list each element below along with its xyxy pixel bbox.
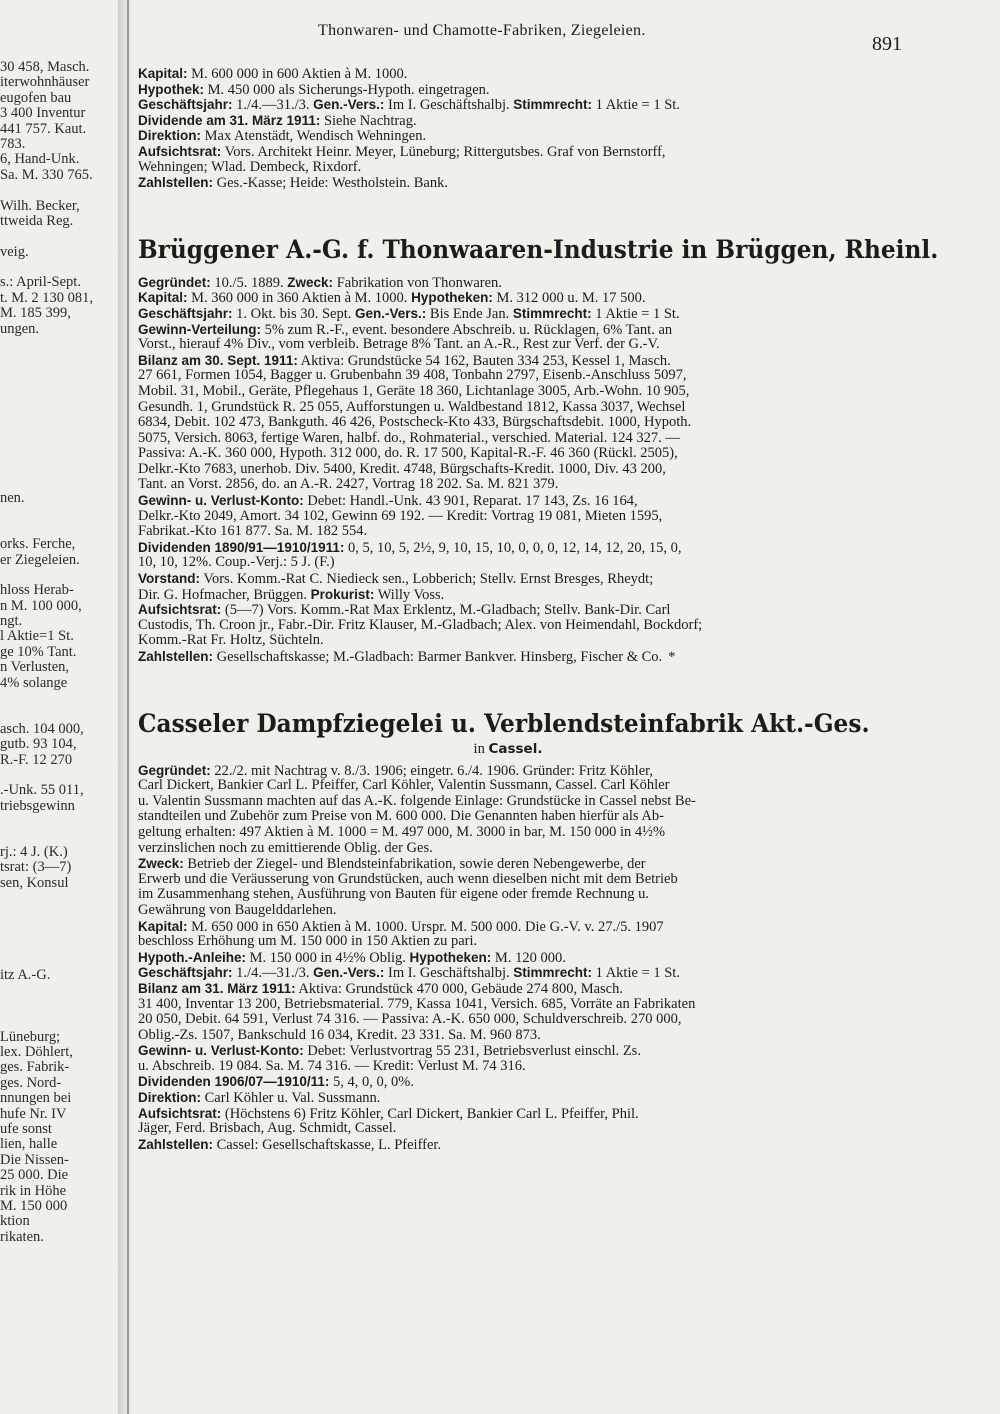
fragment-line: lex. Döhlert, — [0, 1044, 73, 1060]
fragment-line: ge 10% Tant. — [0, 643, 77, 660]
field-label: Zahlstellen: — [138, 1136, 214, 1152]
field-text: 1 Aktie = 1 St. — [592, 97, 680, 114]
text-line — [138, 809, 918, 825]
field-text: Carl Dickert, Bankier Carl L. Pfeiffer, Carl Köhler, Valentin Sussmann, Cassel. Carl Köhler — [138, 777, 670, 794]
text-line — [138, 1090, 918, 1106]
company-title-casseler: Casseler Dampfziegelei u. Verblendsteinfabrik Akt.-Ges. — [138, 708, 870, 738]
field-text: M. 650 000 in 650 Aktien à M. 1000. Urspr. M. 500 000. Die G.-V. v. 27./5. 1907 — [187, 918, 664, 935]
field-label: Direktion: — [138, 1090, 202, 1106]
text-line — [138, 1028, 918, 1044]
text-line — [138, 82, 918, 98]
field-text: Gesundh. 1, Grundstück R. 25 055, Aufforstungen u. Waldbestand 1812, Kassa 3037, Wechsel — [138, 398, 686, 415]
text-line — [138, 540, 918, 556]
section-brueggener — [138, 275, 918, 665]
fragment-line: rikaten. — [0, 1228, 44, 1245]
fragment-line — [0, 352, 118, 367]
field-text: Tant. an Vorst. 2856, do. an A.-R. 2427, Vortrag 18 202. Sa. M. 821 379. — [138, 476, 559, 493]
text-line — [138, 128, 918, 144]
field-label: Prokurist: — [310, 586, 375, 602]
text-line — [138, 1137, 918, 1153]
field-text: 20 050, Debit. 64 591, Verlust 74 316. — Passiva: A.-K. 650 000, Schuldverschreib. 270 000, — [138, 1011, 682, 1028]
field-label: Dividende am 31. März 1911: — [138, 112, 321, 128]
fragment-line: ngt. — [0, 613, 23, 630]
fragment-line — [0, 922, 118, 937]
text-line — [138, 618, 918, 634]
fragment-line: n Verlusten, — [0, 659, 70, 676]
field-text: Jäger, Ferd. Brisbach, Aug. Schmidt, Cassel. — [138, 1120, 397, 1137]
field-text: Ges.-Kasse; Heide: Westholstein. Bank. — [213, 175, 448, 192]
fragment-line: gutb. 93 104, — [0, 736, 77, 753]
fragment-line: er Ziegeleien. — [0, 551, 80, 568]
company-location — [138, 741, 878, 757]
field-text: 10, 10, 12%. Coup.-Verj.: 5 J. (F.) — [138, 554, 335, 571]
fragment-line: ufe sonst — [0, 1120, 52, 1137]
field-text: Aktiva: Grundstücke 54 162, Bauten 334 253, Kessel 1, Masch. — [297, 352, 671, 369]
fragment-line — [0, 568, 118, 583]
field-text: Wehningen; Wlad. Dembeck, Rixdorf. — [138, 158, 362, 175]
text-line — [138, 353, 918, 369]
company-title-brueggener: Brüggener A.-G. f. Thonwaaren-Industrie in Brüggen, Rheinl. — [138, 234, 939, 264]
fragment-line — [0, 337, 118, 352]
field-text: M. 150 000 in 4½% Oblig. — [246, 949, 410, 966]
field-text: Aktiva: Grundstück 470 000, Gebäude 274 800, Masch. — [295, 980, 623, 997]
field-text: verzinslichen noch zu emittierende Oblig. der Ges. — [138, 839, 433, 856]
text-line — [138, 587, 918, 603]
field-label: Dividenden 1906/07—1910/11: — [138, 1074, 330, 1090]
field-label: Stimmrecht: — [513, 965, 593, 981]
field-label: Aufsichtsrat: — [138, 602, 222, 618]
fragment-line: ges. Nord- — [0, 1074, 62, 1091]
text-line — [138, 649, 918, 665]
fragment-line — [0, 768, 118, 783]
text-line — [138, 856, 918, 872]
field-label: Gewinn- u. Verlust-Konto: — [138, 493, 304, 509]
text-line — [138, 144, 918, 160]
field-label: Hypoth.-Anleihe: — [138, 949, 246, 965]
fragment-line: 6, Hand-Unk. — [0, 151, 80, 168]
fragment-line — [0, 522, 118, 537]
fragment-line — [0, 1014, 118, 1029]
text-line — [138, 275, 918, 291]
text-line — [138, 415, 918, 431]
text-line — [138, 322, 918, 338]
field-text: 5% zum R.-F., event. besondere Abschreib. u. Rücklagen, 6% Tant. an — [261, 321, 673, 338]
text-line — [138, 1043, 918, 1059]
field-text: Betrieb der Ziegel- und Blendsteinfabrikation, sowie deren Nebengewerbe, der — [183, 856, 646, 873]
field-text: 1./4.—31./3. — [232, 965, 314, 982]
field-text: Vors. Komm.-Rat C. Niedieck sen., Lobberich; Stellv. Ernst Bresges, Rheydt; — [200, 571, 654, 588]
field-label: Zahlstellen: — [138, 175, 214, 191]
field-text: im Zusammenhang stehen, Ausführung von Bauten für eigene oder fremde Rechnung u. — [138, 886, 649, 903]
fragment-line: l Aktie=1 St. — [0, 628, 74, 645]
fragment-line — [0, 383, 118, 398]
field-text: u. Abschreib. 19 084. Sa. M. 74 316. — Kredit: Verlust M. 74 316. — [138, 1057, 526, 1074]
field-label: Hypotheken: — [409, 949, 492, 965]
field-text: (5—7) Vors. Komm.-Rat Max Erklentz, M.-Gladbach; Stellv. Bank-Dir. Carl — [221, 602, 671, 619]
field-text: Vors. Architekt Heinr. Meyer, Lüneburg; Rittergutsbes. Graf von Bernstorff, — [221, 143, 666, 160]
text-line — [138, 571, 918, 587]
fragment-line: veig. — [0, 243, 29, 260]
field-text: Gewährung von Baugelddarlehen. — [138, 901, 337, 918]
field-label: Hypothek: — [138, 81, 205, 97]
field-label: Direktion: — [138, 128, 202, 144]
fragment-line: 4% solange — [0, 674, 68, 691]
field-label: Bilanz am 30. Sept. 1911: — [138, 352, 298, 368]
text-line — [138, 113, 918, 129]
field-label: Zweck: — [287, 274, 334, 290]
field-label: Kapital: — [138, 66, 188, 81]
text-line — [138, 965, 918, 981]
text-line — [138, 446, 918, 462]
fragment-line — [0, 368, 118, 383]
field-text: Willy Voss. — [374, 586, 445, 603]
field-text: Mobil. 31, Mobil., Geräte, Pflegehaus 1, Geräte 18 360, Lichtanlage 3005, Arb.-Wohn. 10 905, — [138, 382, 690, 399]
field-text: 6834, Debit. 102 473, Bankguth. 46 426, Postscheck-Kto 433, Bürgschaftsdebit. 1000, Hypoth. — [138, 414, 692, 431]
field-text: M. 600 000 in 600 Aktien à M. 1000. — [187, 66, 408, 82]
field-text: u. Valentin Sussmann machten auf das A.-K. folgende Einlage: Grundstücke in Cassel nebst Be- — [138, 792, 696, 809]
text-line — [138, 981, 918, 997]
fragment-line: triebsgewinn — [0, 797, 75, 814]
page-number: 891 — [872, 33, 902, 55]
gutter-shadow-line — [127, 0, 129, 1414]
field-text: M. 120 000. — [491, 949, 566, 966]
field-label: Zahlstellen: — [138, 649, 214, 664]
text-line — [138, 97, 918, 113]
field-text: 1./4.—31./3. — [232, 97, 314, 114]
field-text: 5075, Versich. 8063, fertige Waren, halbf. do., Rohmaterial., verschied. Material. 124 327. — — [138, 429, 680, 446]
text-line — [138, 950, 918, 966]
fragment-line — [0, 260, 118, 275]
fragment-line: R.-F. 12 270 — [0, 751, 73, 768]
field-label: Zweck: — [138, 856, 184, 872]
field-label: Aufsichtsrat: — [138, 1105, 222, 1121]
running-header: Thonwaren- und Chamotte-Fabriken, Ziegeleien. — [318, 22, 646, 39]
field-label: Geschäftsjahr: — [138, 305, 233, 321]
text-line — [138, 872, 918, 888]
fragment-line: hloss Herab- — [0, 582, 74, 599]
field-text: Cassel: Gesellschaftskasse, L. Pfeiffer. — [213, 1136, 442, 1153]
text-line — [138, 841, 918, 857]
field-text: 5, 4, 0, 0, 0%. — [329, 1074, 414, 1091]
text-line — [138, 368, 918, 384]
field-text: Oblig.-Zs. 1507, Bankschuld 16 034, Kredit. 23 331. Sa. M. 960 873. — [138, 1026, 541, 1043]
fragment-line — [0, 445, 118, 460]
text-line — [138, 763, 918, 779]
text-line — [138, 555, 918, 571]
fragment-line — [0, 183, 118, 198]
adjacent-page-fragment — [0, 60, 118, 1400]
text-line — [138, 1059, 918, 1075]
field-text: 0, 5, 10, 5, 2½, 9, 10, 15, 10, 0, 0, 0, 12, 14, 12, 20, 15, 0, — [344, 539, 682, 556]
fragment-line: rj.: 4 J. (K.) — [0, 843, 68, 860]
fragment-line — [0, 476, 118, 491]
fragment-line — [0, 937, 118, 952]
fragment-line: M. 150 000 — [0, 1197, 68, 1214]
text-line — [138, 778, 918, 794]
fragment-line: 783. — [0, 135, 26, 152]
fragment-line — [0, 506, 118, 521]
field-text: Fabrikat.-Kto 161 877. Sa. M. 182 554. — [138, 523, 368, 540]
main-column — [138, 66, 939, 1153]
field-text: Delkr.-Kto 2049, Amort. 34 102, Gewinn 69 192. — Kredit: Vortrag 19 081, Mieten 1595, — [138, 507, 663, 524]
fragment-line: itz A.-G. — [0, 967, 51, 984]
field-text: Delkr.-Kto 7683, unerhob. Div. 5400, Kredit. 4748, Bürgschafts-Kredit. 1000, Div. 43 200, — [138, 460, 666, 477]
text-line — [138, 887, 918, 903]
fragment-line — [0, 891, 118, 906]
fragment-line: t. M. 2 130 081, — [0, 289, 94, 306]
fragment-line: 30 458, Masch. — [0, 60, 90, 75]
text-line — [138, 290, 918, 306]
field-text: Carl Köhler u. Val. Sussmann. — [201, 1090, 381, 1107]
field-text: M. 312 000 u. M. 17 500. — [492, 290, 646, 307]
fragment-line: hufe Nr. IV — [0, 1105, 67, 1122]
fragment-line — [0, 830, 118, 845]
field-text: Im I. Geschäftshalbj. — [384, 97, 514, 114]
field-text: Bis Ende Jan. — [426, 305, 513, 322]
fragment-line — [0, 999, 118, 1014]
field-label: Stimmrecht: — [513, 97, 593, 113]
field-label: Dividenden 1890/91—1910/1911: — [138, 539, 345, 555]
field-text: Max Atenstädt, Wendisch Wehningen. — [201, 128, 427, 145]
text-line — [138, 160, 918, 176]
fragment-line: .-Unk. 55 011, — [0, 782, 84, 799]
text-line — [138, 903, 918, 919]
fragment-line: s.: April-Sept. — [0, 274, 81, 291]
fragment-line: nen. — [0, 489, 25, 506]
fragment-line: eugofen bau — [0, 89, 72, 106]
field-text: Vorst., hierauf 4% Div., vom verbleib. Betrage 8% Tant. an A.-R., Rest zur Verf. der G.-V. — [138, 336, 660, 353]
text-line — [138, 462, 918, 478]
section-casseler — [138, 763, 918, 1153]
field-text: 1. Okt. bis 30. Sept. — [232, 305, 355, 322]
text-line — [138, 934, 918, 950]
location-prefix: in — [473, 740, 489, 757]
field-text: standteilen und Zubehör zum Preise von M. 600 000. Die Genannten haben hierfür als Ab- — [138, 808, 664, 825]
field-text: M. 450 000 als Sicherungs-Hypoth. eingetragen. — [204, 81, 490, 98]
field-text: Passiva: A.-K. 360 000, Hypoth. 312 000, do. R. 17 500, Kapital-R.-F. 46 360 (Rückl. 2505), — [138, 445, 678, 462]
fragment-line: Die Nissen- — [0, 1151, 69, 1168]
text-line — [138, 1121, 918, 1137]
text-line — [138, 794, 918, 810]
text-line — [138, 1074, 918, 1090]
text-line — [138, 919, 918, 935]
field-text: Debet: Handl.-Unk. 43 901, Reparat. 17 143, Zs. 16 164, — [303, 493, 638, 510]
fragment-line — [0, 429, 118, 444]
fragment-line: ges. Fabrik- — [0, 1059, 70, 1076]
field-label: Kapital: — [138, 918, 188, 934]
text-line — [138, 524, 918, 540]
fragment-line: n M. 100 000, — [0, 597, 82, 614]
field-text: geltung erhalten: 497 Aktien à M. 1000 = M. 497 000, M. 3000 in bar, M. 150 000 in 4½% — [138, 823, 666, 840]
field-text: 31 400, Inventar 13 200, Betriebsmaterial. 779, Kassa 1041, Versich. 685, Vorräte an Fabrikaten — [138, 995, 696, 1012]
fragment-line: 441 757. Kaut. — [0, 120, 87, 137]
text-line — [138, 431, 918, 447]
text-line — [138, 400, 918, 416]
text-line — [138, 825, 918, 841]
fragment-line — [0, 460, 118, 475]
text-line — [138, 493, 918, 509]
fragment-line: iterwohnhäuser — [0, 74, 90, 91]
field-text: beschloss Erhöhung um M. 150 000 in 150 Aktien zu pari. — [138, 933, 478, 950]
text-line — [138, 997, 918, 1013]
field-label: Gegründet: — [138, 762, 211, 778]
field-text: 22./2. mit Nachtrag v. 8./3. 1906; eingetr. 6./4. 1906. Gründer: Fritz Köhler, — [210, 762, 654, 779]
fragment-line: ttweida Reg. — [0, 212, 74, 229]
field-text: Gesellschaftskasse; M.-Gladbach: Barmer Bankver. Hinsberg, Fischer & Co. — [213, 649, 663, 665]
text-line — [138, 384, 918, 400]
field-label: Vorstand: — [138, 571, 201, 587]
fragment-line: tsrat: (3—7) — [0, 859, 72, 876]
fragment-line — [0, 414, 118, 429]
fragment-line: M. 185 399, — [0, 305, 71, 322]
text-line — [138, 337, 918, 353]
text-line — [138, 509, 918, 525]
location-city: Cassel. — [488, 740, 543, 757]
fragment-line: ktion — [0, 1213, 30, 1230]
star-mark: * — [668, 649, 676, 665]
field-label: Gewinn-Verteilung: — [138, 321, 262, 337]
fragment-line: 25 000. Die — [0, 1167, 69, 1184]
field-label: Gewinn- u. Verlust-Konto: — [138, 1043, 304, 1059]
fragment-line — [0, 706, 118, 721]
field-label: Gen.-Vers.: — [313, 97, 385, 113]
fragment-line: rik in Höhe — [0, 1182, 67, 1199]
field-text: Siehe Nachtrag. — [320, 112, 417, 129]
field-label: Stimmrecht: — [512, 305, 592, 321]
field-text: 27 661, Formen 1054, Bagger u. Grubenbahn 39 408, Tonbahn 2797, Eisenb.-Anschluss 5097, — [138, 367, 687, 384]
field-text: Erwerb und die Veräusserung von Grundstücken, auch wenn dieselben nicht mit dem Betrieb — [138, 870, 678, 887]
field-label: Geschäftsjahr: — [138, 97, 233, 113]
fragment-line: ungen. — [0, 320, 40, 337]
text-line — [138, 1106, 918, 1122]
field-text: Debet: Verlustvortrag 55 231, Betriebsverlust einschl. Zs. — [303, 1043, 641, 1060]
fragment-line — [0, 399, 118, 414]
field-label: Geschäftsjahr: — [138, 965, 233, 981]
text-line — [138, 175, 918, 191]
fragment-line — [0, 814, 118, 829]
binding-gutter — [118, 0, 134, 1414]
fragment-line — [0, 983, 118, 998]
text-line — [138, 477, 918, 493]
field-text: 1 Aktie = 1 St. — [591, 305, 680, 322]
fragment-line: nnungen bei — [0, 1090, 72, 1107]
fragment-line: Wilh. Becker, — [0, 197, 80, 214]
field-text: Im I. Geschäftshalbj. — [384, 965, 514, 982]
text-line — [138, 1012, 918, 1028]
field-text: Custodis, Th. Croon jr., Fabr.-Dir. Fritz Klauser, M.-Gladbach; Alex. von Heimendahl, Bockdorf; — [138, 616, 703, 633]
field-text: 10./5. 1889. — [210, 274, 288, 291]
fragment-line — [0, 229, 118, 244]
field-text: 1 Aktie = 1 St. — [592, 965, 680, 982]
fragment-line — [0, 906, 118, 921]
fragment-line: Sa. M. 330 765. — [0, 166, 93, 183]
fragment-line: Lüneburg; — [0, 1028, 61, 1045]
field-text: Fabrikation von Thonwaren. — [333, 274, 502, 291]
field-text: M. 360 000 in 360 Aktien à M. 1000. — [187, 290, 412, 307]
field-text: Dir. G. Hofmacher, Brüggen. — [138, 586, 311, 603]
fragment-line — [0, 691, 118, 706]
field-label: Aufsichtsrat: — [138, 143, 222, 159]
fragment-line: lien, halle — [0, 1136, 58, 1153]
fragment-line — [0, 953, 118, 968]
field-text: Komm.-Rat Fr. Holtz, Süchteln. — [138, 632, 324, 649]
field-label: Bilanz am 31. März 1911: — [138, 980, 296, 996]
text-line — [138, 66, 918, 82]
field-label: Kapital: — [138, 290, 188, 306]
fragment-line: sen, Konsul — [0, 874, 69, 891]
text-line — [138, 306, 918, 322]
fragment-line: 3 400 Inventur — [0, 105, 86, 122]
section-continuation — [138, 66, 918, 191]
fragment-line: orks. Ferche, — [0, 536, 76, 553]
text-line — [138, 602, 918, 618]
field-label: Hypotheken: — [411, 290, 493, 306]
field-label: Gegründet: — [138, 274, 211, 290]
fragment-line: asch. 104 000, — [0, 720, 84, 737]
field-label: Gen.-Vers.: — [313, 965, 385, 981]
text-line — [138, 633, 918, 649]
field-label: Gen.-Vers.: — [355, 305, 427, 321]
field-text: (Höchstens 6) Fritz Köhler, Carl Dickert, Bankier Carl L. Pfeiffer, Phil. — [221, 1105, 639, 1122]
